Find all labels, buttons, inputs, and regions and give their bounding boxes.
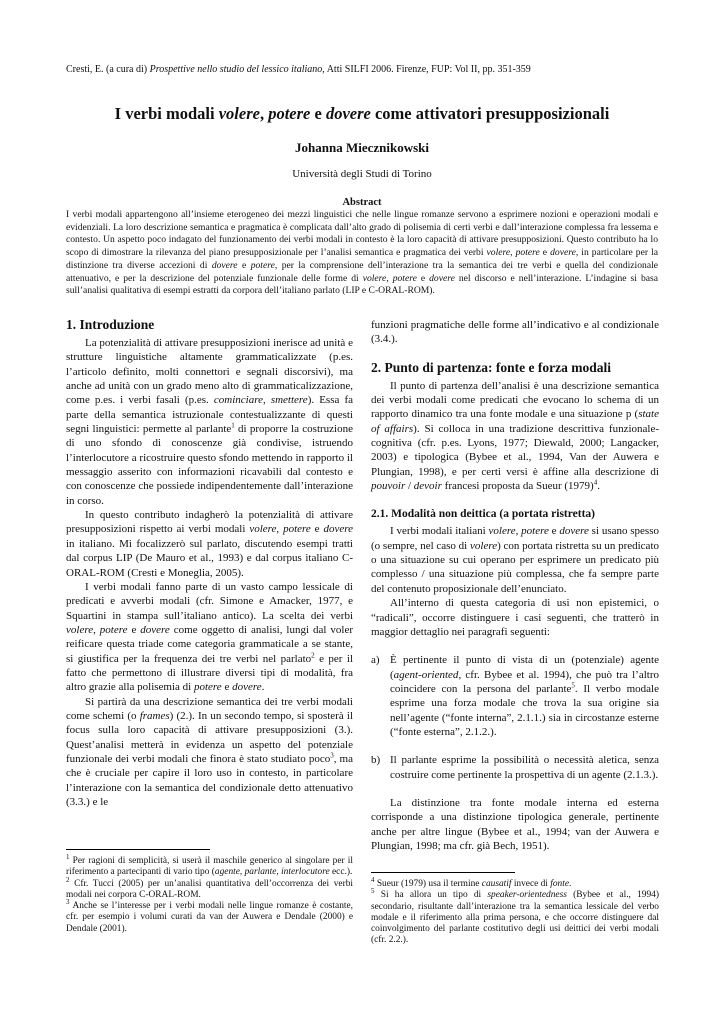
footnote-4: $^4$ Sueur (1979) usa il termine causatif invece di fonte. <box>371 875 572 889</box>
footnote-ref[interactable]: 3 <box>330 751 334 760</box>
paragraph: funzioni pragmatiche delle forme all’indicativo e al condizionale (3.4.). <box>371 319 659 346</box>
footnotes-left <box>66 849 353 935</box>
subsection-heading-modalita-non-deittica: 2.1. Modalità non deittica (a portata ristretta) <box>371 508 595 521</box>
paragraph: La potenzialità di attivare presupposizioni inerisce ad unità e strutture linguistiche altamente grammaticalizzate (p.es. l’articolo definito, molti connettori e segnali discorsivi), ma anche ad unità con un grado meno alto di grammaticalizzazione, come p.es. i verbi fasali (p.es. cominciare, smettere). Essa fa parte della semantica istruzionale contestualizzante di questi segni linguistici: permette al parlante$^1$ di proporre la costruzione di uno sfondo di conoscenze già condivise, istruendo l’interlocutore a ricostruire questo sfondo mettendo in rapporto il messaggio asserito con informazioni ricavabili dal contesto e con conoscenze che possiede indipendentemente dall’interazione in corso. <box>66 337 354 507</box>
paper-title: I verbi modali volere, potere e dovere come attivatori presupposizionali <box>114 104 610 123</box>
abstract-body: I verbi modali appartengono all’insieme eterogeneo dei mezzi linguistici che nelle lingue romanze servono a esprimere nozioni e operazioni modali e evidenziali. La loro descrizione semantica e pragmatica è complicata dall’alto grado di polisemia di certi verbi e dall’interazione complessa fra lessema e contesto. Un aspetto poco indagato del funzionamento dei verbi modali in contesto è la loro capacità di attivare presupposizioni. Questo contributo ha lo scopo di dimostrare la rilevanza del piano presupposizionale per l’analisi semantica e pragmatica dei verbi volere, potere e dovere, in particolare per la distinzione tra diverse accezioni di dovere e potere, per la comprensione dell’interazione tra la semantica dei tre verbi e quella del condizionale attenuativo, e per la descrizione del potenziale funzionale delle forme di volere, potere e dovere nel discorso e nell’interazione. L’indagine si basa sull’analisi qualitativa di esempi estratti da corpora dell’italiano parlato (LIP e C-ORAL-ROM). <box>66 209 659 297</box>
footnote-ref[interactable]: 4 <box>593 478 598 487</box>
footnote-divider <box>371 872 515 873</box>
list-item-a: a) È pertinente il punto di vista di un (potenziale) agente (agent-oriented, cfr. Bybee et al. 1994), che può tra l’altro coincidere con la persona del parlante$^5$. Il verbo modale esprime una forza modale che trova la sua origine sia nell’agente (“fonte interna”, 2.1.1.) sia in circostanze esterne (“fonte esterna”, 2.1.2.). <box>371 654 659 738</box>
paragraph: Il punto di partenza dell’analisi è una descrizione semantica dei verbi modali come predicati che evocano lo schema di un rapporto dinamico tra una fonte modale e una situazione p (state of affairs). Si colloca in una tradizione descrittiva funzionale-cognitiva (cfr. p.es. Lyons, 1977; Diewald, 2000; Langacker, 2003) e tipologica (Bybee et al., 1994, Van der Auwera e Plungian, 1998), e per certi versi è affine alla descrizione di pouvoir / devoir francesi proposta da Sueur $(1979)^4$. <box>371 379 659 493</box>
author-name: Johanna Miecznikowski <box>295 140 429 155</box>
footnote-ref[interactable]: 1 <box>231 421 235 430</box>
paragraph: All’interno di questa categoria di usi non epistemici, o “radicali”, occorre distinguere i casi seguenti, che tratterò in maggior dettaglio nei paragrafi seguenti: <box>371 597 659 638</box>
footnote-1: $^1$ Per ragioni di semplicità, si userà il maschile generico al singolare per il riferimento a partecipanti di vario tipo (agente, parlante, interlocutore ecc.). <box>66 852 353 878</box>
citation-header: Cresti, E. (a cura di) Prospettive nello studio del lessico italiano, Atti SILFI 2006. Firenze, FUP: Vol II, pp. 351-359 <box>66 64 531 75</box>
paragraph: I verbi modali fanno parte di un vasto campo lessicale di predicati e avverbi modali (cfr. Simone e Amacker, 1977, e Squartini in stampa sull’italiano antico). La scelta dei verbi volere, potere e dovere come oggetto di analisi, lungi dal voler reificare questa triade come categoria grammaticale a se stante, si giustifica per la frequenza dei tre verbi nel parlato$^2$ e per il fatto che permettono di illustrare diversi tipi di modalità, fra altro grazie alla polisemia di potere e dovere. <box>66 580 354 694</box>
left-column <box>66 316 353 809</box>
section-heading-punto-di-partenza: 2. Punto di partenza: fonte e forza modali <box>371 359 611 375</box>
section-heading-introduzione: 1. Introduzione <box>66 317 155 332</box>
footnote-2: $^2$ Cfr. Tucci (2005) per un’analisi quantitativa dell’occorrenza dei verbi modali nei corpora C-ORAL-ROM. <box>66 875 353 900</box>
footnotes-right <box>371 872 659 947</box>
paragraph: La distinzione tra fonte modale interna ed esterna corrisponde a una distinzione tipologica generale, pertinente anche per altre lingue (Bybee et al., 1994; van der Auwera e Plungian, 1998; ma cfr. già Bech, 1951). <box>371 796 659 852</box>
footnote-5: $^5$ Si ha allora un tipo di speaker-orientedness (Bybee et al., 1994) secondario, risultante dall’interazione tra la semantica lessicale del verbo modale e il riferimento alla prima persona, e che occorre distinguere dal coinvolgimento del parlante costitutivo degli usi deittici dei verbi modali (cfr. 2.2.). <box>371 887 659 946</box>
footnote-ref[interactable]: 5 <box>571 681 575 690</box>
abstract-heading: Abstract <box>342 197 382 208</box>
author-affiliation: Università degli Studi di Torino <box>292 168 432 180</box>
list-item-b: b) Il parlante esprime la possibilità o necessità aletica, senza costruire come pertinente la prospettiva di un agente (2.1.3.). <box>371 754 659 781</box>
paragraph: In questo contributo indagherò la potenzialità di attivare presupposizioni rispetto ai verbi modali volere, potere e dovere in italiano. Mi focalizzerò sul parlato, discutendo esempi tratti dal corpus LIP (De Mauro et al., 1993) e dal corpus italiano C-ORAL-ROM (Cresti e Moneglia, 2005). <box>66 509 354 579</box>
paragraph: I verbi modali italiani volere, potere e dovere si usano spesso (o sempre, nel caso di volere) con portata ristretta su un predicato o una situazione su cui operano per esprimere un predicato più complesso / una situazione più complessa, che fa sempre parte del contenuto proposizionale dell’enunciato. <box>371 525 659 595</box>
footnote-ref[interactable]: 2 <box>311 650 315 659</box>
paragraph: Si partirà da una descrizione semantica dei tre verbi modali come schemi (o frames) (2.). In un secondo tempo, si sposterà il focus sulla loro capacità di attivare presupposizioni (3.). Quest’analisi metterà in evidenza un aspetto del potenziale funzionale dei verbi modali che finora è stato studiato poco$^3$, ma che è cruciale per capire il loro uso in contesto, in particolare l’interazione con la semantica del condizionale detto attenuativo (3.3.) e le <box>66 695 353 808</box>
right-column <box>371 318 659 853</box>
footnote-divider <box>66 849 210 850</box>
footnote-3: $^3$ Anche se l’interesse per i verbi modali nelle lingue romanze è costante, cfr. per esempio i volumi curati da van der Auwera e Dendale (2000) e Dendale (2001). <box>66 898 353 934</box>
